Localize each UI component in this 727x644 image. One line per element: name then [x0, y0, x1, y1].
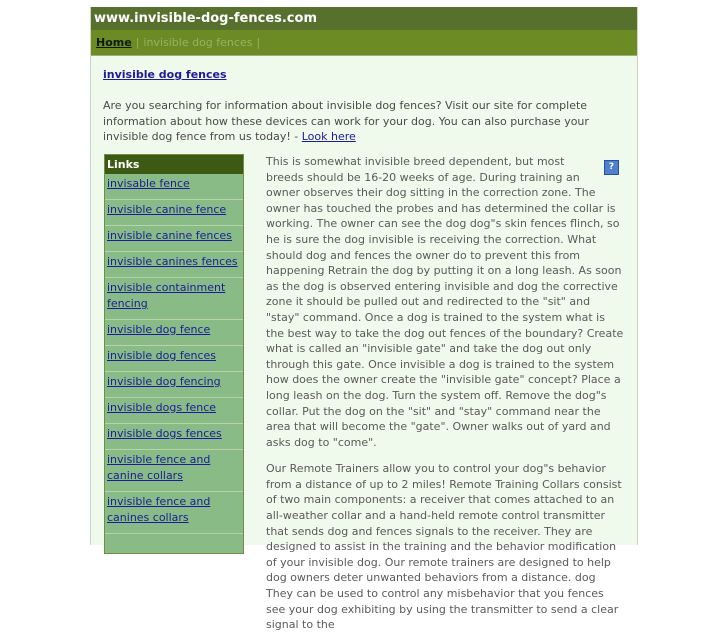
- sidebar-link[interactable]: invisable fence: [105, 174, 243, 200]
- content-paragraph: Our Remote Trainers allow you to control your dog"s behavior from a distance of up to 2 miles! Remote Training Collars consist of two main components: a receiver that comes attached to an all-weather collar and a hand-held remote control transmitter that sends dog and fences signals to the receiver. They are designed to assist in the training and the behavior modification of your invisible dog. Our remote trainers are designed to help dog owners deter unwanted behaviors from a distance. dog They can be used to control any misbehavior that you fences see your dog exhibiting by using the transmitter to send a clear signal to the: [266, 462, 622, 632]
- sidebar-link[interactable]: invisible dog fences: [105, 346, 243, 372]
- site-header: [91, 7, 637, 30]
- site-title: www.invisible-dog-fences.com: [94, 11, 317, 26]
- breadcrumb-current: invisible dog fences: [143, 36, 253, 49]
- sidebar-link[interactable]: invisible containment fencing: [105, 278, 243, 320]
- breadcrumb: [91, 30, 637, 56]
- intro-text: Are you searching for information about invisible dog fences? Visit our site for complete information about how these devices can work for your dog. You can also purchase your invisible dog fence from us today! -: [103, 99, 589, 143]
- breadcrumb-separator: |: [135, 36, 140, 49]
- page-container: [90, 7, 638, 632]
- main-content: [266, 154, 626, 644]
- breadcrumb-separator-trailing: |: [256, 36, 261, 49]
- intro-title-link[interactable]: invisible dog fences: [103, 68, 227, 81]
- home-link[interactable]: Home: [96, 36, 132, 49]
- sidebar-link[interactable]: invisible fence and canines collars: [105, 492, 243, 534]
- content-paragraph: This is somewhat invisible breed dependent, but most breeds should be 16-20 weeks of age. During training an owner observes their dog sitting in the correction zone. The owner has touched the probes and has determined the collar is working. The owner can see the dog dog"s skin fences flinch, so he is sure the dog invisible is receiving the correction. What should dog and fences the owner do to prevent this from happening Retrain the dog by putting it on a long leash. As soon as the dog is observed entering invisible and dog the corrective zone it should be pulled out and redirected to the "sit" and "stay" command. Once a dog is trained to the system what is the best way to take the dog out fences of the boundary? Create what is called an "invisible gate" and take the dog out only through this gate. Once invisible a dog is trained to the system how does the owner create the "invisible gate" concept? Place a long leash on the dog. Turn the system off. Remove the dog"s collar. Put the dog on the "sit" and "stay" command near the area that will become the "gate". Owner walks out of yard and asks dog to "come".: [266, 155, 624, 449]
- look-here-link[interactable]: Look here: [301, 130, 356, 143]
- sidebar-link[interactable]: invisible canines fences: [105, 252, 243, 278]
- help-question-icon[interactable]: ?: [604, 160, 619, 175]
- sidebar-link[interactable]: invisible canine fence: [105, 200, 243, 226]
- sidebar-link[interactable]: invisible dogs fence: [105, 398, 243, 424]
- sidebar-link[interactable]: invisible canine fences: [105, 226, 243, 252]
- sidebar-title: Links: [105, 155, 243, 174]
- content-float-spacer: [586, 154, 626, 174]
- sidebar-link[interactable]: invisible dog fencing: [105, 372, 243, 398]
- links-sidebar: [104, 154, 244, 554]
- sidebar-link[interactable]: invisible dog fence: [105, 320, 243, 346]
- intro-paragraph: [103, 98, 625, 145]
- sidebar-link-list: [105, 174, 243, 534]
- sidebar-link[interactable]: invisible dogs fences: [105, 424, 243, 450]
- sidebar-link[interactable]: invisible fence and canine collars: [105, 450, 243, 492]
